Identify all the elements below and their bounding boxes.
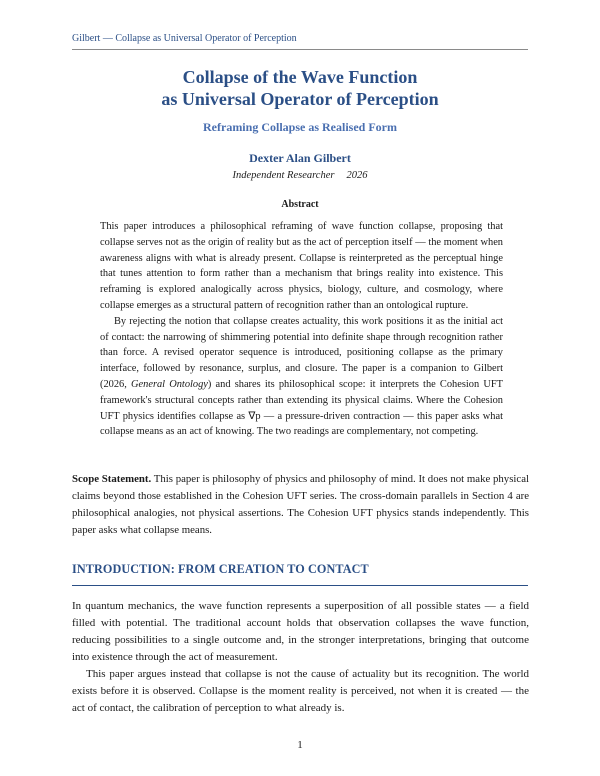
publication-year: 2026 xyxy=(346,170,368,181)
intro-paragraph-2: This paper argues instead that collapse is not the cause of actuality but its recognition. The world exists before it is observed. Collapse is the moment reality is perceived, not when it is created — the act of contact, the calibration of perception to what already is. xyxy=(72,668,529,714)
scope-statement xyxy=(72,471,529,539)
header-rule xyxy=(72,49,528,50)
subtitle: Reframing Collapse as Realised Form xyxy=(203,120,397,134)
abstract-paragraph-2 xyxy=(100,314,503,440)
affiliation-text: Independent Researcher xyxy=(232,170,335,181)
abstract-heading: Abstract xyxy=(281,199,319,210)
section-rule xyxy=(72,585,528,586)
author-affiliation xyxy=(72,170,528,181)
abstract-paragraph-1: This paper introduces a philosophical reframing of wave function collapse, proposing that collapse serves not as the origin of reality but as the act of perception itself — the moment when awareness aligns with what is already present. Collapse is reinterpreted as the perceptual hinge that tunes attention to form rather than a mechanism that brings reality into existence. This reframing is explored analogically across physics, biology, culture, and cosmology, where collapse emerges as a structural pattern of recognition rather than an ontological rupture. xyxy=(100,221,503,311)
abstract-body xyxy=(100,219,503,440)
section-heading-introduction: INTRODUCTION: FROM CREATION TO CONTACT xyxy=(72,562,369,576)
running-head: Gilbert — Collapse as Universal Operator of Perception xyxy=(72,33,297,44)
title-line-2: as Universal Operator of Perception xyxy=(161,89,439,109)
title-line-1: Collapse of the Wave Function xyxy=(182,67,418,87)
scope-label: Scope Statement. xyxy=(72,473,152,485)
abstract-p2-part-2: ) and shares its philosophical scope: it interprets the Cohesion UFT framework's structural concepts rather than extending its physical claims. Where the Cohesion UFT physics identifies collapse as ∇p — a pressure-driven contraction — this paper asks what collapse means as an act of knowing. The two readings are complementary, not competing. xyxy=(100,378,503,438)
intro-paragraph-1: In quantum mechanics, the wave function represents a superposition of all possible states — a field filled with potential. The traditional account holds that observation collapses the wave function, reducing possibilities to a single outcome and, in the stronger interpretations, bringing that outcome into existence through the act of measurement. xyxy=(72,600,529,663)
abstract-p2-part-1: By rejecting the notion that collapse creates actuality, this work positions it as the initial act of contact: the narrowing of shimmering potential into definite shape through recognition rather than force. A revised operator sequence is introduced, positioning collapse as the primary interface, followed by resonance, surplus, and closure. The paper is a companion to Gilbert (2026, xyxy=(100,315,503,390)
title-block xyxy=(72,66,528,181)
introduction-body xyxy=(72,598,529,717)
citation-title: General Ontology xyxy=(131,378,208,390)
page-number: 1 xyxy=(297,739,303,751)
scope-text: This paper is philosophy of physics and philosophy of mind. It does not make physical claims beyond those established in the Cohesion UFT series. The cross-domain parallels in Section 4 are philosophical analogies, not physical assertions. The Cohesion UFT physics stands independently. This paper asks what collapse means. xyxy=(72,473,529,536)
author-name: Dexter Alan Gilbert xyxy=(249,151,351,165)
